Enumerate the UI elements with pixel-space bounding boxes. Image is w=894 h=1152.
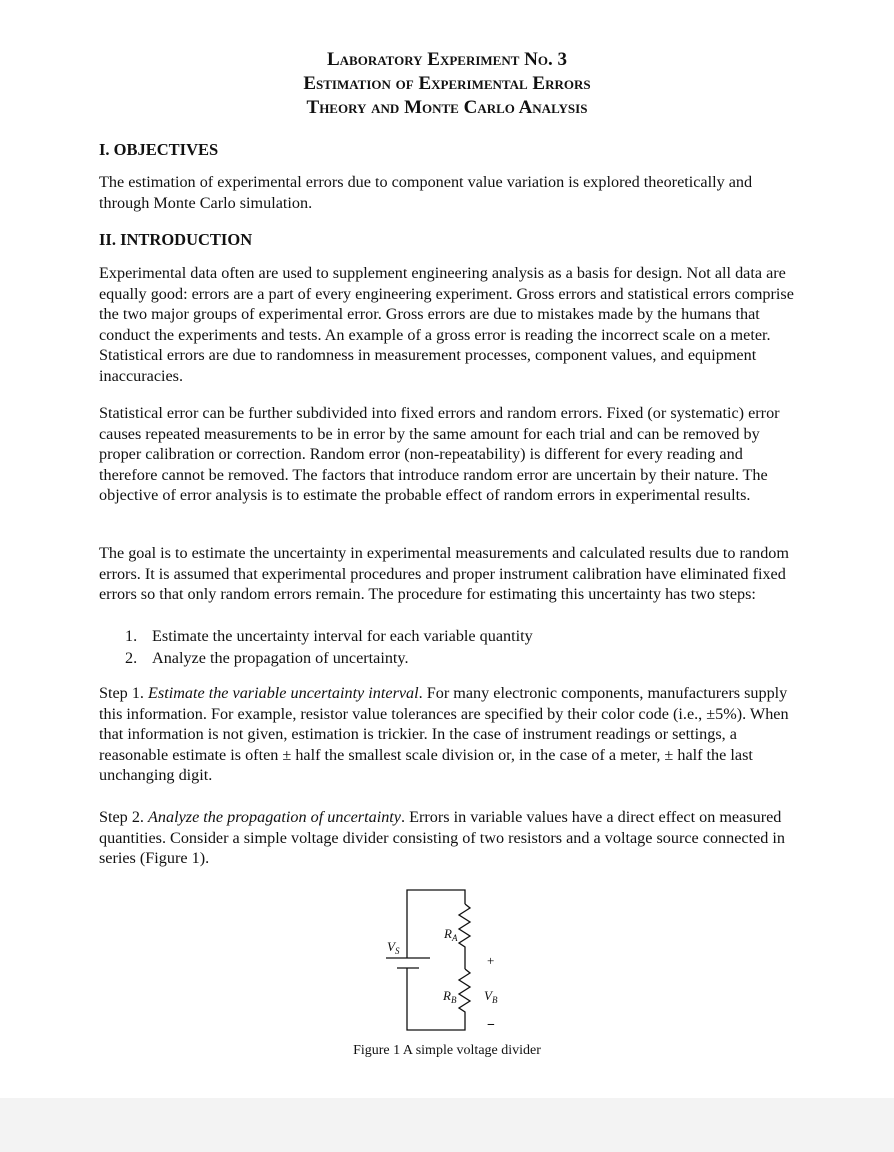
step1-title: Estimate the variable uncertainty interval (148, 684, 419, 702)
intro-paragraph-1: Experimental data often are used to supplement engineering analysis as a basis for design. Not all data are equally good: errors are a part of every engineering experiment. Gross errors and statistical errors comprise the two major groups of experimental error. Gross errors are due to mistakes made by the humans that conduct the experiments and tests. An example of a gross error is reading the incorrect scale on a meter. Statistical errors are due to randomness in measurement processes, component values, and equipment inaccuracies. (99, 264, 794, 385)
step1-label: Step 1. (99, 684, 149, 702)
plus-sign: + (487, 953, 495, 968)
rb-label: $R_B$ (443, 988, 457, 1005)
step2-label: Step 2. (99, 808, 149, 826)
introduction-heading: II. INTRODUCTION (99, 230, 253, 249)
objectives-text: The estimation of experimental errors due to component value variation is explored theoretically and through Monte Carlo simulation. (99, 173, 753, 212)
list-number: 1. (125, 627, 138, 645)
list-text: Estimate the uncertainty interval for each variable quantity (152, 627, 533, 645)
minus-sign: − (487, 1018, 495, 1033)
intro-paragraph-2: Statistical error can be further subdivided into fixed errors and random errors. Fixed (or systematic) error causes repeated measurements to be in error by the same amount for each trial and can be removed by proper calibration or correction. Random error (non-repeatability) is different for every reading and therefore cannot be removed. The factors that introduce random error are uncertain by their nature. The objective of error analysis is to estimate the probable effect of random errors in experimental results. (99, 404, 780, 504)
step2-text: . Errors in variable values have a direct effect on measured quantities. Consider a simple voltage divider consisting of two resistors and a voltage source connected in series (Figure 1). (99, 808, 786, 867)
intro-paragraph-3: The goal is to estimate the uncertainty in experimental measurements and calculated results due to random errors. It is assumed that experimental procedures and proper instrument calibration have eliminated fixed errors so that only random errors remain. The procedure for estimating this uncertainty has two steps: (99, 544, 789, 603)
resistor-rb (459, 969, 470, 1015)
step1-text: . For many electronic components, manufacturers supply this information. For example, resistor value tolerances are specified by their color code (i.e., ±5%). When that information is not given, estimation is trickier. In the case of instrument readings or settings, a reasonable estimate is often ± half the smallest scale division or, in the case of a meter, ± half the last unchanging digit. (99, 684, 789, 784)
step2-title: Analyze the propagation of uncertainty (148, 808, 401, 826)
vs-label: $V_S$ (387, 939, 400, 956)
page-bottom-gap (0, 1098, 894, 1152)
circuit-wires (407, 890, 465, 1030)
title-line-1: Laboratory Experiment No. 3 (327, 49, 567, 70)
list-text: Analyze the propagation of uncertainty. (152, 649, 409, 667)
title-line-2: Estimation of Experimental Errors (303, 73, 591, 94)
list-number: 2. (125, 649, 138, 667)
ra-label: $R_A$ (444, 926, 458, 943)
vb-label: $V_B$ (484, 988, 498, 1005)
title-line-3: Theory and Monte Carlo Analysis (306, 97, 588, 118)
figure-caption: Figure 1 A simple voltage divider (353, 1043, 541, 1058)
resistor-ra (459, 904, 470, 969)
objectives-heading: I. OBJECTIVES (99, 140, 219, 159)
